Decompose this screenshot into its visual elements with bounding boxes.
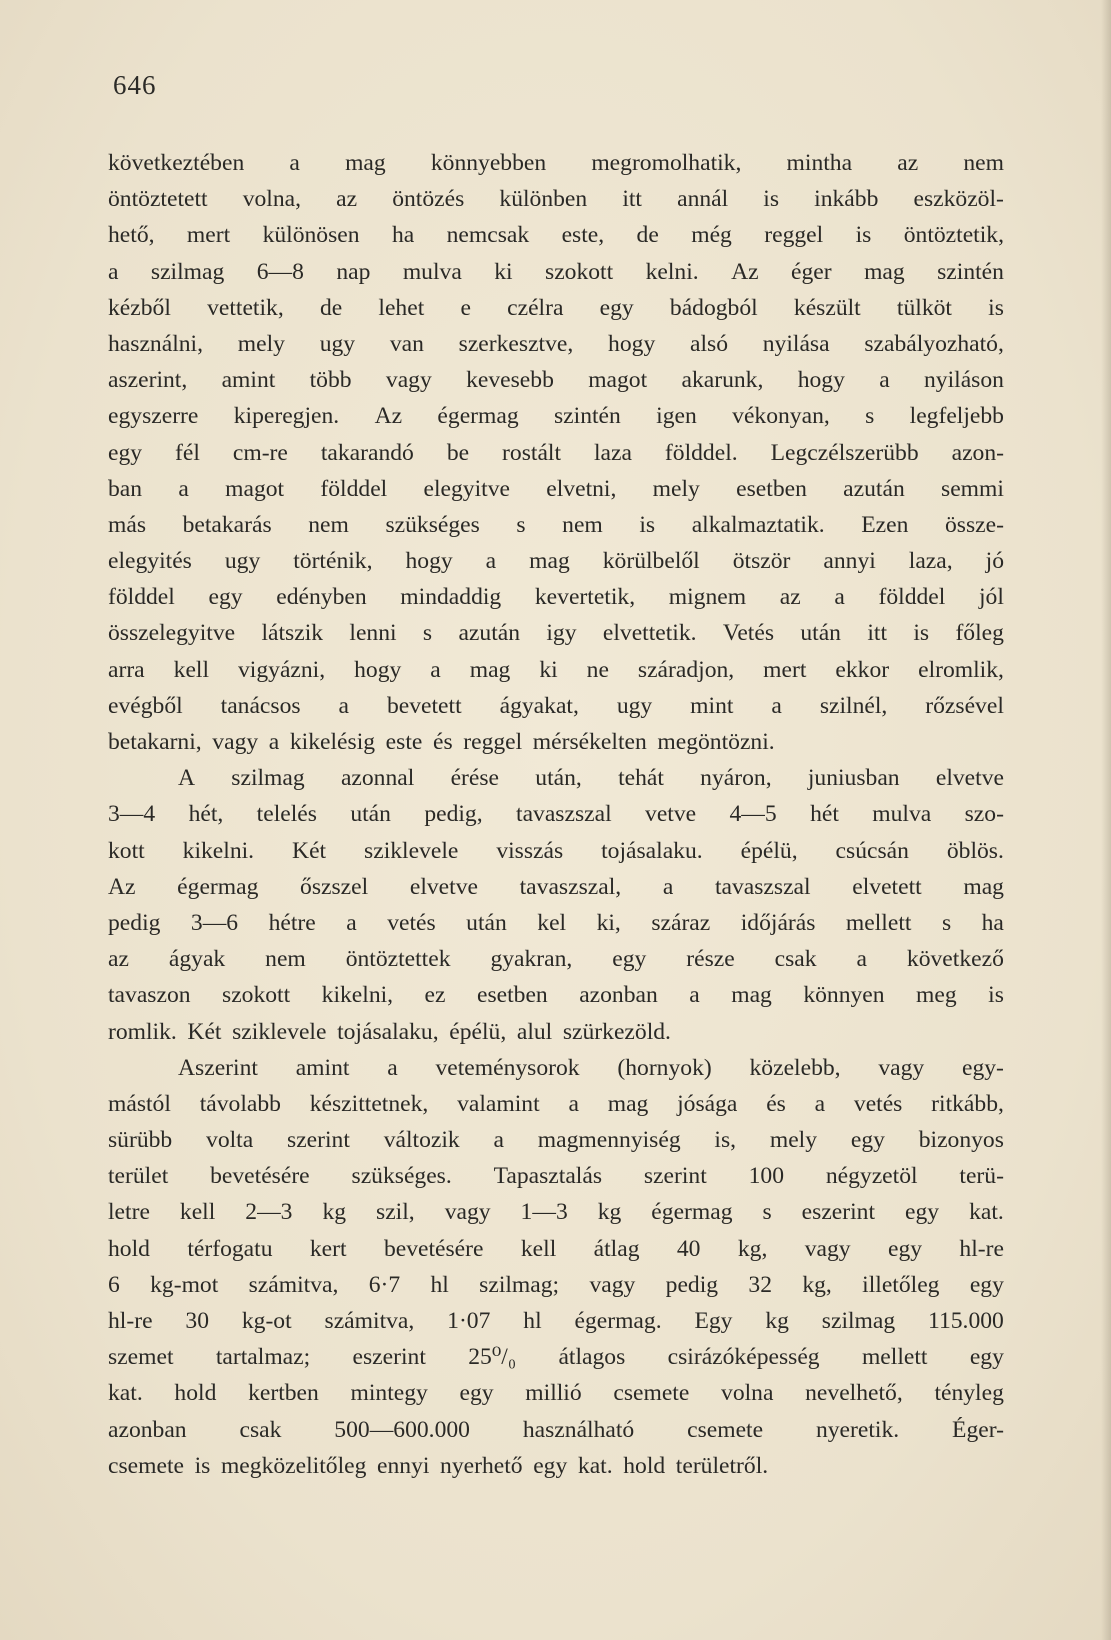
text-line: hold térfogatu kert bevetésére kell átlag 40 kg, vagy egy hl-re bbox=[108, 1235, 1004, 1262]
text-line: más betakarás nem szükséges s nem is alkalmaztatik. Ezen össze- bbox=[108, 511, 1004, 538]
text-line: mástól távolabb készittetnek, valamint a mag jósága és a vetés ritkább, bbox=[108, 1090, 1004, 1117]
text-line: sürübb volta szerint változik a magmennyiség is, mely egy bizonyos bbox=[108, 1127, 1004, 1154]
paragraph bbox=[108, 145, 1004, 760]
text-line: A szilmag azonnal érése után, tehát nyáron, juniusban elvetve bbox=[178, 765, 1004, 792]
text-line: használni, mely ugy van szerkesztve, hogy alsó nyilása szabályozható, bbox=[108, 330, 1004, 357]
text-line: elegyités ugy történik, hogy a mag körülbelől ötször annyi laza, jó bbox=[108, 548, 1004, 575]
text-line: Az égermag őszszel elvetve tavaszszal, a tavaszszal elvetett mag bbox=[108, 873, 1004, 900]
text-line: hl-re 30 kg-ot számitva, 1·07 hl égermag. Egy kg szilmag 115.000 bbox=[108, 1308, 1004, 1334]
text-line: kott kikelni. Két sziklevele visszás tojásalaku. épélü, csúcsán öblös. bbox=[108, 837, 1004, 864]
text-line: evégből tanácsos a bevetett ágyakat, ugy mint a szilnél, rőzsével bbox=[108, 692, 1004, 719]
body-text bbox=[108, 145, 1004, 1484]
text-line: 3—4 hét, telelés után pedig, tavaszszal vetve 4—5 hét mulva szo- bbox=[108, 801, 1004, 828]
text-line: Aszerint amint a veteménysorok (hornyok) közelebb, vagy egy- bbox=[178, 1054, 1004, 1081]
text-line: szemet tartalmaz; eszerint 25⁰/₀ átlagos csirázóképesség mellett egy bbox=[108, 1344, 1004, 1371]
text-line: az ágyak nem öntöztettek gyakran, egy része csak a következő bbox=[108, 946, 1004, 973]
text-line: öntöztetett volna, az öntözés különben itt annál is inkább eszközöl- bbox=[108, 186, 1004, 213]
text-line: kézből vettetik, de lehet e czélra egy bádogból készült tülköt is bbox=[108, 294, 1004, 321]
paragraph bbox=[108, 760, 1004, 1050]
page-edge-shadow bbox=[1101, 0, 1111, 1640]
text-line: 6 kg-mot számitva, 6·7 hl szilmag; vagy pedig 32 kg, illetőleg egy bbox=[108, 1271, 1004, 1298]
text-line: kat. hold kertben mintegy egy millió csemete volna nevelhető, tényleg bbox=[108, 1380, 1004, 1407]
page-number: 646 bbox=[113, 70, 157, 100]
paragraph bbox=[108, 1050, 1004, 1484]
text-line: arra kell vigyázni, hogy a mag ki ne száradjon, mert ekkor elromlik, bbox=[108, 656, 1004, 683]
text-line: egy fél cm-re takarandó be rostált laza földdel. Legczélszerübb azon- bbox=[108, 439, 1004, 466]
text-line: pedig 3—6 hétre a vetés után kel ki, száraz időjárás mellett s ha bbox=[108, 909, 1004, 936]
text-line: egyszerre kiperegjen. Az égermag szintén igen vékonyan, s legfeljebb bbox=[108, 403, 1004, 430]
text-line: következtében a mag könnyebben megromolhatik, mintha az nem bbox=[108, 150, 1004, 176]
text-line: aszerint, amint több vagy kevesebb magot akarunk, hogy a nyiláson bbox=[108, 367, 1004, 394]
text-line: hető, mert különösen ha nemcsak este, de még reggel is öntöztetik, bbox=[108, 222, 1004, 249]
text-line: romlik. Két sziklevele tojásalaku, épélü, alul szürkezöld. bbox=[108, 1018, 671, 1045]
text-line: terület bevetésére szükséges. Tapasztalás szerint 100 négyzetöl terü- bbox=[108, 1163, 1004, 1190]
text-line: csemete is megközelitőleg ennyi nyerhető egy kat. hold területről. bbox=[108, 1452, 769, 1479]
text-line: betakarni, vagy a kikelésig este és reggel mérsékelten megöntözni. bbox=[108, 729, 775, 755]
text-line: tavaszon szokott kikelni, ez esetben azonban a mag könnyen meg is bbox=[108, 982, 1004, 1009]
text-line: összelegyitve látszik lenni s azután igy elvettetik. Vetés után itt is főleg bbox=[108, 620, 1004, 647]
text-line: a szilmag 6—8 nap mulva ki szokott kelni. Az éger mag szintén bbox=[108, 258, 1004, 285]
text-line: azonban csak 500—600.000 használható csemete nyeretik. Éger- bbox=[108, 1416, 1004, 1443]
text-line: ban a magot földdel elegyitve elvetni, mely esetben azután semmi bbox=[108, 475, 1004, 502]
text-line: letre kell 2—3 kg szil, vagy 1—3 kg égermag s eszerint egy kat. bbox=[108, 1199, 1004, 1226]
text-line: földdel egy edényben mindaddig kevertetik, mignem az a földdel jól bbox=[108, 584, 1004, 611]
